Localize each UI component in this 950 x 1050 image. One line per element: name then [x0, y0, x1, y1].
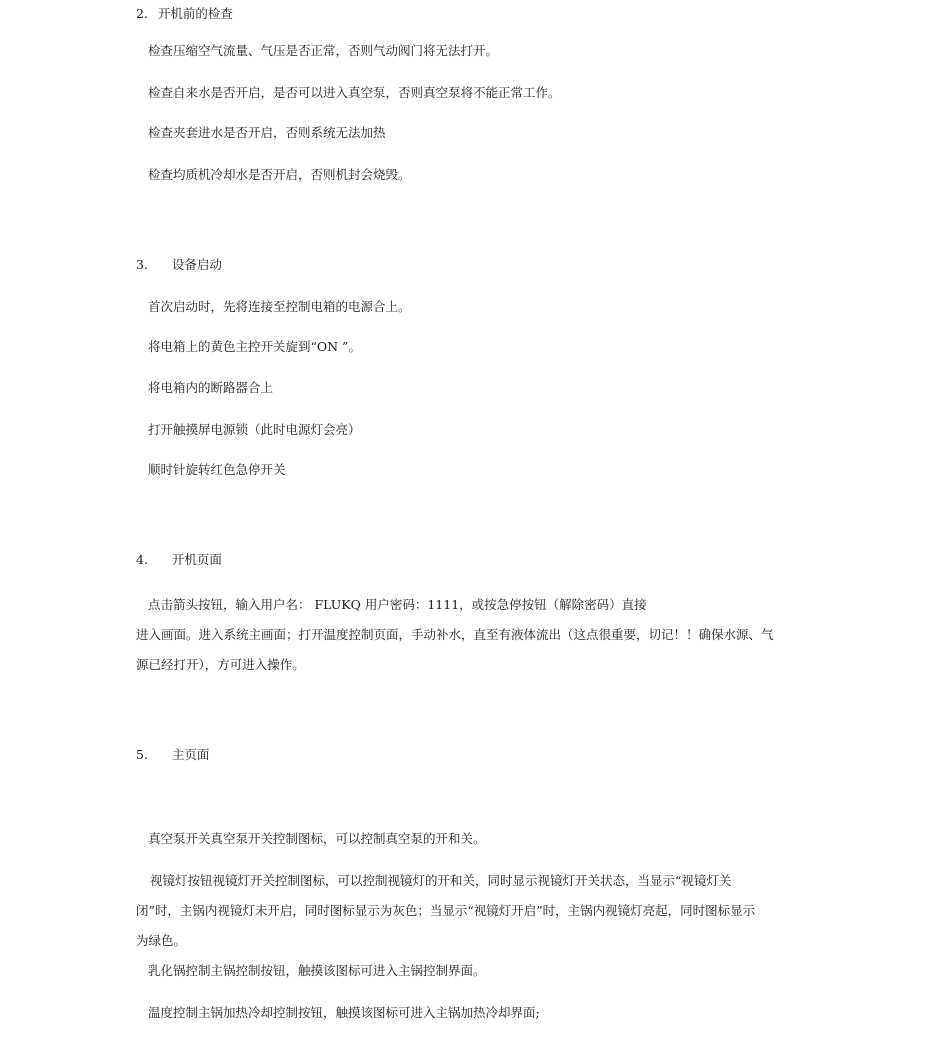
section-3-item-3: 将电箱内的断路器合上	[148, 380, 274, 395]
section-5-line-6: 温度控制主锅加热冷却控制按钮，触摸该图标可进入主锅加热冷却界面;	[148, 1005, 540, 1020]
section-5-line-2: 视镜灯按钮视镜灯开关控制图标，可以控制视镜灯的开和关，同时显示视镜灯开关状态，当显示“视镜灯关	[150, 873, 732, 888]
section-5-title: 主页面	[171, 747, 210, 762]
section-5-heading	[136, 747, 209, 763]
section-2-item-1: 检查压缩空气流量、气压是否正常，否则气动阀门将无法打开。	[148, 43, 499, 58]
section-2-heading	[136, 6, 233, 22]
section-5-number: 5.	[136, 747, 148, 762]
section-3-item-2: 将电箱上的黄色主控开关旋到“ON ”。	[148, 339, 361, 354]
section-5-line-4: 为绿色。	[136, 933, 187, 948]
section-2-item-3: 检查夹套进水是否开启，否则系统无法加热	[148, 125, 386, 140]
section-2-number: 2.	[136, 6, 148, 21]
section-3-item-4: 打开触摸屏电源锁（此时电源灯会亮）	[148, 422, 361, 437]
section-4-line-1: 点击箭头按钮，输入用户名： FLUKQ 用户密码：1111，或按急停按钮（解除密码）直接	[148, 597, 647, 612]
section-4-line-2: 进入画面。进入系统主画面；打开温度控制页面，手动补水，直至有液体流出（这点很重要，切记！！确保水源、气	[136, 627, 774, 642]
section-3-title: 设备启动	[171, 257, 222, 272]
section-3-item-5: 顺时针旋转红色急停开关	[148, 462, 286, 477]
section-5-line-5: 乳化锅控制主锅控制按钮，触摸该图标可进入主锅控制界面。	[148, 963, 486, 978]
section-3-heading	[136, 257, 222, 273]
section-4-line-3: 源已经打开），方可进入操作。	[136, 657, 305, 672]
section-3-number: 3.	[136, 257, 148, 272]
section-2-item-4: 检查均质机冷却水是否开启，否则机封会烧毁。	[148, 167, 411, 182]
section-5-line-3: 闭”时，主锅内视镜灯未开启，同时图标显示为灰色；当显示“视镜灯开启”时，主锅内视镜灯亮起，同时图标显示	[136, 903, 756, 918]
section-3-item-1: 首次启动时，先将连接至控制电箱的电源合上。	[148, 299, 411, 314]
section-4-number: 4.	[136, 552, 148, 567]
section-5-line-1: 真空泵开关真空泵开关控制图标，可以控制真空泵的开和关。	[148, 831, 486, 846]
section-2-item-2: 检查自来水是否开启，是否可以进入真空泵，否则真空泵将不能正常工作。	[148, 85, 561, 100]
section-2-title: 开机前的检查	[157, 6, 233, 21]
section-4-heading	[136, 552, 222, 568]
section-4-title: 开机页面	[171, 552, 222, 567]
